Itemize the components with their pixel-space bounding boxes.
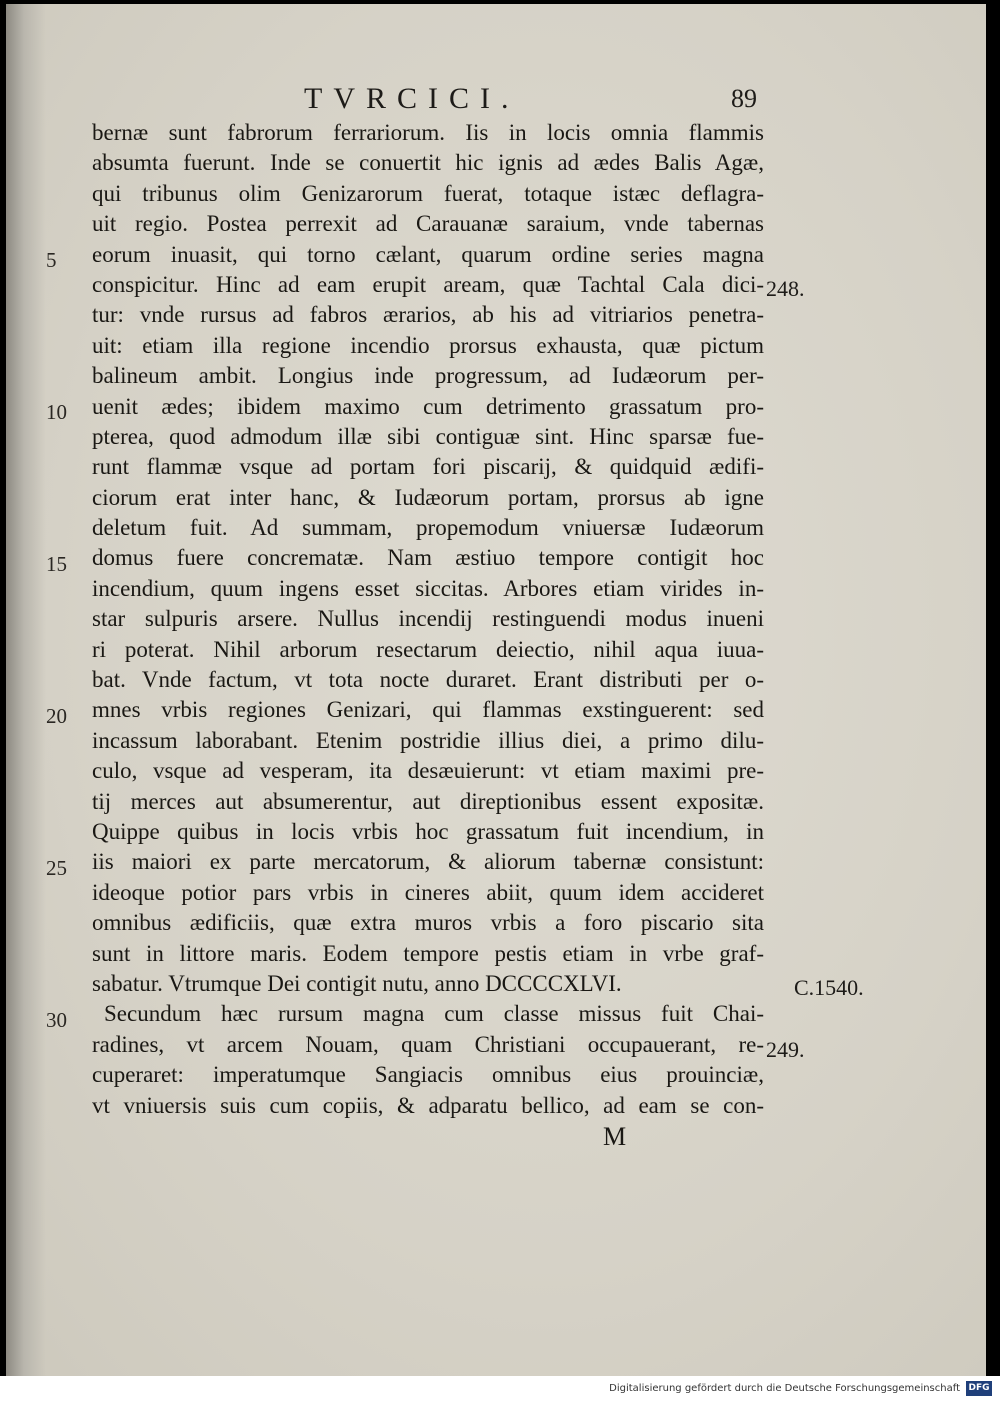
text-line: qui tribunus olim Genizarorum fuerat, totaque istæc deflagra-: [92, 180, 764, 206]
text-line: incassum laborabant. Etenim postridie illius diei, a primo dilu-: [92, 727, 764, 753]
text-line: cuperaret: imperatumque Sangiacis omnibus eius prouinciæ,: [92, 1062, 764, 1088]
line-number: 30: [46, 1008, 67, 1032]
text-line: Secundum hæc rursum magna cum classe missus fuit Chai-: [104, 1001, 764, 1027]
funding-credit: Digitalisierung gefördert durch die Deutsche Forschungsgemeinschaft: [609, 1383, 960, 1394]
text-line: bat. Vnde factum, vt tota nocte duraret. Erant distributi per o-: [92, 667, 764, 693]
text-line: ciorum erat inter hanc, & Iudæorum portam, prorsus ab igne: [92, 484, 764, 510]
book-page: [6, 4, 986, 1376]
running-head: TVRCICI.: [304, 82, 520, 115]
text-line: sabatur. Vtrumque Dei contigit nutu, anno DCCCCXLVI.: [92, 970, 622, 996]
footer-bar: [0, 1376, 1000, 1405]
text-line: Quippe quibus in locis vrbis hoc grassatum fuit incendium, in: [92, 818, 764, 844]
text-line: vt vniuersis suis cum copiis, & adparatu bellico, ad eam se con-: [92, 1092, 764, 1118]
line-number: 10: [46, 400, 67, 424]
line-number: 5: [46, 248, 57, 272]
text-line: eorum inuasit, qui torno cælant, quarum ordine series magna: [92, 241, 764, 267]
binding-shadow: [6, 4, 46, 1376]
line-number: 20: [46, 704, 67, 728]
text-line: deletum fuit. Ad summam, propemodum vniuersæ Iudæorum: [92, 515, 764, 541]
line-number: 15: [46, 552, 67, 576]
catchword: M: [603, 1122, 627, 1151]
text-line: absumta fuerunt. Inde se conuertit hic ignis ad ædes Balis Agæ,: [92, 150, 764, 176]
text-line: pterea, quod admodum illæ sibi contiguæ sint. Hinc sparsæ fue-: [92, 423, 764, 449]
text-line: star sulpuris arsere. Nullus incendij restinguendi modus inueni: [92, 606, 764, 632]
text-line: balineum ambit. Longius inde progressum, ad Iudæorum per-: [92, 363, 764, 389]
text-line: mnes vrbis regiones Genizari, qui flammas exstinguerent: sed: [92, 697, 764, 723]
text-line: uit: etiam illa regione incendio prorsus exhausta, quæ pictum: [92, 332, 764, 358]
text-line: domus fuere concrematæ. Nam æstiuo tempore contigit hoc: [92, 545, 764, 571]
text-line: uenit ædes; ibidem maximo cum detrimento grassatum pro-: [92, 393, 764, 419]
body-text: [92, 118, 764, 1121]
text-line: uit regio. Postea perrexit ad Carauanæ saraium, vnde tabernas: [92, 211, 764, 237]
text-line: iis maiori ex parte mercatorum, & aliorum tabernæ consistunt:: [92, 849, 764, 875]
text-line: radines, vt arcem Nouam, quam Christiani occupauerant, re-: [92, 1031, 764, 1057]
line-number: 25: [46, 856, 67, 880]
text-line: tij merces aut absumerentur, aut direptionibus essent expositæ.: [92, 788, 764, 814]
text-line: ri poterat. Nihil arborum resectarum deiectio, nihil aqua iuua-: [92, 636, 764, 662]
margin-note: C.1540.: [794, 975, 864, 1000]
text-line: incendium, quum ingens esset siccitas. Arbores etiam virides in-: [92, 575, 764, 601]
dfg-logo-icon: DFG: [966, 1381, 992, 1396]
text-line: tur: vnde rursus ad fabros ærarios, ab his ad vitriarios penetra-: [92, 302, 764, 328]
text-line: bernæ sunt fabrorum ferrariorum. Iis in locis omnia flammis: [92, 120, 764, 145]
margin-note: 249.: [766, 1037, 805, 1062]
text-line: omnibus ædificiis, quæ extra muros vrbis a foro piscario sita: [92, 910, 764, 936]
text-line: conspicitur. Hinc ad eam erupit aream, quæ Tachtal Cala dici-: [92, 271, 764, 297]
margin-note: 248.: [766, 276, 805, 301]
text-line: culo, vsque ad vesperam, ita desæuierunt: vt etiam maximi pre-: [92, 758, 764, 784]
page-number: 89: [731, 84, 757, 113]
text-line: sunt in littore maris. Eodem tempore pestis etiam in vrbe graf-: [92, 940, 764, 966]
text-line: ideoque potior pars vrbis in cineres abiit, quum idem accideret: [92, 879, 764, 905]
text-line: runt flammæ vsque ad portam fori piscarij, & quidquid ædifi-: [92, 454, 764, 480]
